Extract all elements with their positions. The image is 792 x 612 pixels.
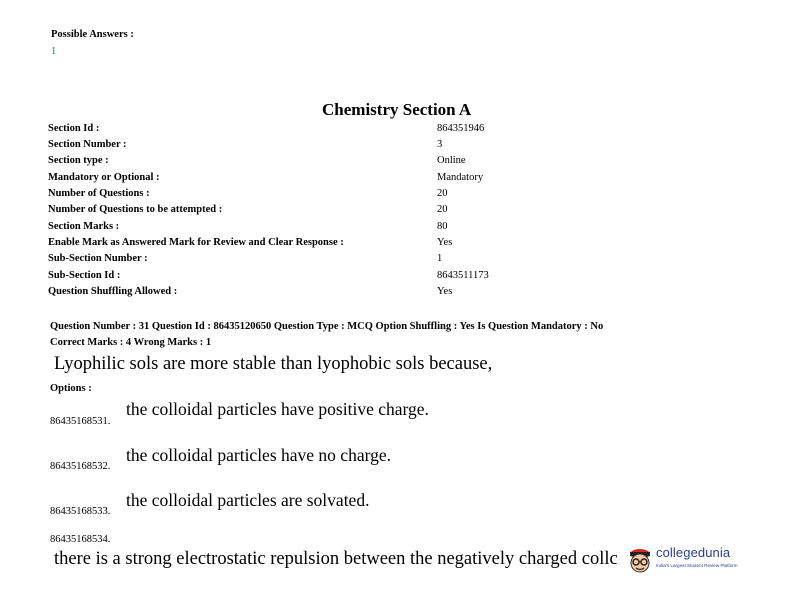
logo-wordmark: collegedunia bbox=[656, 545, 731, 560]
option-id: 86435168532. bbox=[50, 461, 111, 472]
mascot-icon bbox=[627, 543, 653, 577]
num-attempt-label: Number of Questions to be attempted : bbox=[48, 204, 223, 215]
mandatory-label: Mandatory or Optional : bbox=[48, 172, 160, 183]
num-questions-label: Number of Questions : bbox=[48, 188, 150, 199]
option-id: 86435168533. bbox=[50, 506, 111, 517]
option-id: 86435168531. bbox=[50, 416, 111, 427]
option-text: the colloidal particles have positive charge. bbox=[126, 399, 429, 419]
subsection-id-value: 8643511173 bbox=[437, 270, 489, 281]
num-attempt-value: 20 bbox=[437, 204, 448, 215]
enable-mark-label: Enable Mark as Answered Mark for Review and Clear Response : bbox=[48, 237, 344, 248]
subsection-number-label: Sub-Section Number : bbox=[48, 253, 148, 264]
option-id: 86435168534. bbox=[50, 534, 111, 545]
num-questions-value: 20 bbox=[437, 188, 448, 199]
possible-answers-label: Possible Answers : bbox=[51, 29, 134, 40]
option-text: the colloidal particles are solvated. bbox=[126, 490, 370, 510]
enable-mark-value: Yes bbox=[437, 237, 453, 248]
options-label: Options : bbox=[50, 383, 92, 394]
section-type-label: Section type : bbox=[48, 155, 109, 166]
section-marks-label: Section Marks : bbox=[48, 221, 120, 232]
mandatory-value: Mandatory bbox=[437, 172, 484, 183]
collegedunia-logo bbox=[627, 541, 757, 579]
possible-answers-value: 1 bbox=[51, 46, 57, 57]
shuffling-label: Question Shuffling Allowed : bbox=[48, 286, 178, 297]
section-number-label: Section Number : bbox=[48, 139, 127, 150]
shuffling-value: Yes bbox=[437, 286, 453, 297]
section-type-value: Online bbox=[437, 155, 466, 166]
option-text: the colloidal particles have no charge. bbox=[126, 445, 391, 465]
option-text: there is a strong electrostatic repulsion between the negatively charged collc bbox=[54, 549, 618, 569]
section-marks-value: 80 bbox=[437, 221, 448, 232]
subsection-number-value: 1 bbox=[437, 253, 443, 264]
section-title: Chemistry Section A bbox=[322, 100, 472, 119]
section-number-value: 3 bbox=[437, 139, 443, 150]
question-header: Question Number : 31 Question Id : 86435120650 Question Type : MCQ Option Shuffling : Yes Is Question Mandatory : No bbox=[50, 321, 604, 332]
section-id-label: Section Id : bbox=[48, 123, 100, 134]
question-marks: Correct Marks : 4 Wrong Marks : 1 bbox=[50, 337, 212, 348]
logo-tagline: India's Largest Student Review Platform bbox=[656, 563, 738, 568]
section-id-value: 864351946 bbox=[437, 123, 485, 134]
question-text: Lyophilic sols are more stable than lyophobic sols because, bbox=[54, 354, 493, 374]
subsection-id-label: Sub-Section Id : bbox=[48, 270, 121, 281]
